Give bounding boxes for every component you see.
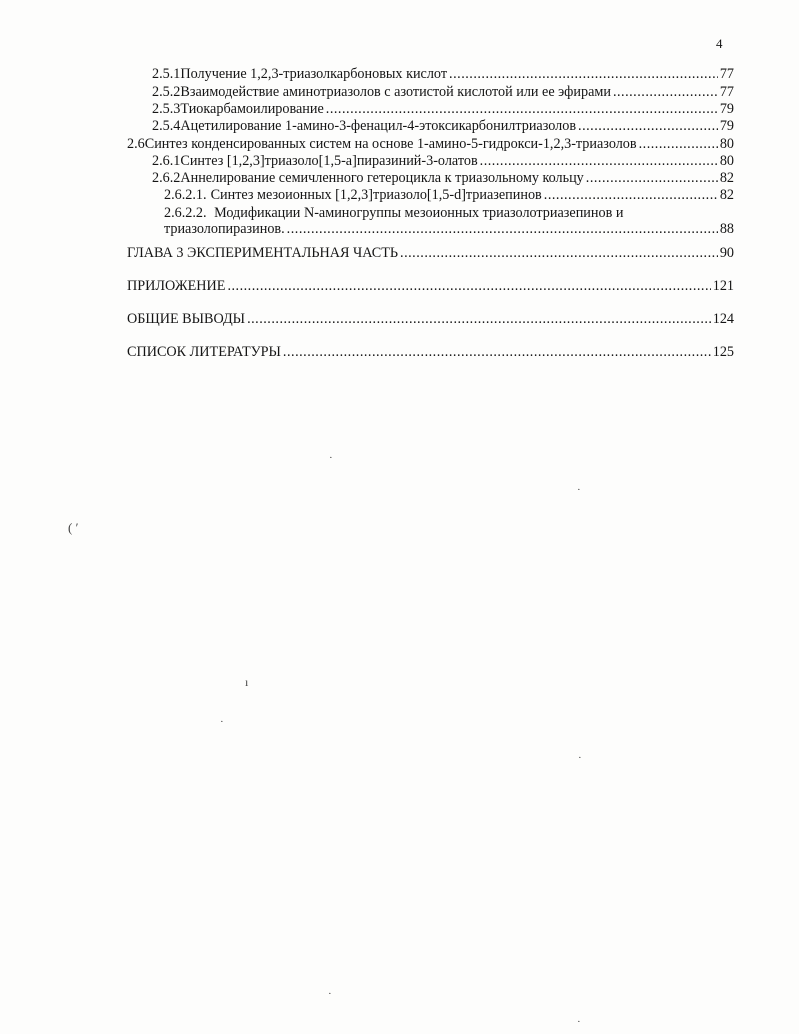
toc-leader-dots [449,66,718,83]
toc-leader-dots [586,170,718,187]
scan-speck: · [220,716,224,728]
toc-leader-dots [544,187,718,204]
toc-entry-number: 2.5.2 [152,84,181,100]
toc-entry-page: 77 [719,84,734,100]
toc-entry-page: 90 [719,245,734,261]
scan-speck: ı [245,675,249,689]
toc-entry-page: 88 [719,221,734,237]
toc-entry[interactable] [152,66,734,83]
toc-entry[interactable] [152,84,734,101]
toc-entry[interactable] [152,101,734,118]
toc-entry-page: 77 [719,66,734,82]
toc-entry-title: Аннелирование семичленного гетероцикла к триазольному кольцу [180,170,584,186]
toc-entry-page: 82 [719,187,734,203]
toc-leader-dots [283,344,711,361]
toc-leader-dots [326,101,718,118]
scan-speck: · [328,988,332,1000]
toc-entry-page: 121 [712,278,734,294]
toc-entry-number: 2.6.2.1. [164,187,207,203]
toc-entry-title-continued: триазолопиразинов. [164,221,285,237]
toc-entry-title: Ацетилирование 1-амино-3-фенацил-4-этоксикарбонилтриазолов [180,118,577,134]
toc-entry-number: 2.6.1 [152,153,181,169]
toc-entry-title: ПРИЛОЖЕНИЕ [127,278,226,294]
toc-leader-dots [287,221,718,238]
toc-chapter-entry[interactable] [127,245,734,262]
toc-entry-title: Модификации N-аминогруппы мезоионных триазолотриазепинов и [214,205,624,221]
toc-leader-dots [578,118,718,135]
toc-chapter-entry[interactable] [127,278,734,295]
toc-entry-page: 82 [719,170,734,186]
toc-entry-number: 2.5.1 [152,66,181,82]
toc-entry-number: 2.6 [127,136,145,152]
toc-entry[interactable] [152,118,734,135]
toc-entry[interactable] [152,170,734,187]
toc-entry-title: Синтез мезоионных [1,2,3]триазоло[1,5-d]триазепинов [210,187,542,203]
toc-chapter-entry[interactable] [127,311,734,328]
toc-leader-dots [247,311,711,328]
toc-entry-page: 79 [719,101,734,117]
toc-entry-title: ГЛАВА 3 ЭКСПЕРИМЕНТАЛЬНАЯ ЧАСТЬ [127,245,399,261]
toc-entry[interactable] [152,153,734,170]
toc-chapter-entry[interactable] [127,344,734,361]
toc-entry[interactable] [164,187,734,204]
toc-entry-page: 80 [719,136,734,152]
toc-entry-title: Тиокарбамоилирование [180,101,324,117]
toc-entry-number: 2.6.2 [152,170,181,186]
toc-entry-page: 124 [712,311,734,327]
scan-speck: · [578,752,582,764]
scan-speck: · [577,484,581,496]
toc-entry-page: 125 [712,344,734,360]
page-number: 4 [716,36,723,51]
toc-entry-title: СПИСОК ЛИТЕРАТУРЫ [127,344,281,360]
scan-speck: · [577,1016,581,1028]
toc-leader-dots [613,84,718,101]
toc-entry-title: ОБЩИЕ ВЫВОДЫ [127,311,246,327]
toc-entry-title: Синтез [1,2,3]триазоло[1,5-а]пиразиний-3-олатов [180,153,478,169]
toc-entry-number: 2.6.2.2. [164,205,207,221]
toc-entry-page: 80 [719,153,734,169]
toc-entry[interactable] [127,136,734,153]
toc-entry[interactable] [164,205,623,222]
toc-leader-dots [639,136,718,153]
toc-entry-number: 2.5.3 [152,101,181,117]
toc-entry-title: Получение 1,2,3-триазолкарбоновых кислот [180,66,448,82]
toc-entry-page: 79 [719,118,734,134]
toc-leader-dots [227,278,710,295]
toc-entry-continuation[interactable] [164,221,734,238]
toc-leader-dots [480,153,718,170]
scan-speck: · [329,452,333,464]
toc-entry-title: Взаимодействие аминотриазолов с азотистой кислотой или ее эфирами [180,84,611,100]
toc-entry-title: Синтез конденсированных систем на основе 1-амино-5-гидрокси-1,2,3-триазолов [144,136,637,152]
toc-entry-number: 2.5.4 [152,118,181,134]
scan-speck: ( ′ [68,520,79,535]
toc-leader-dots [400,245,718,262]
